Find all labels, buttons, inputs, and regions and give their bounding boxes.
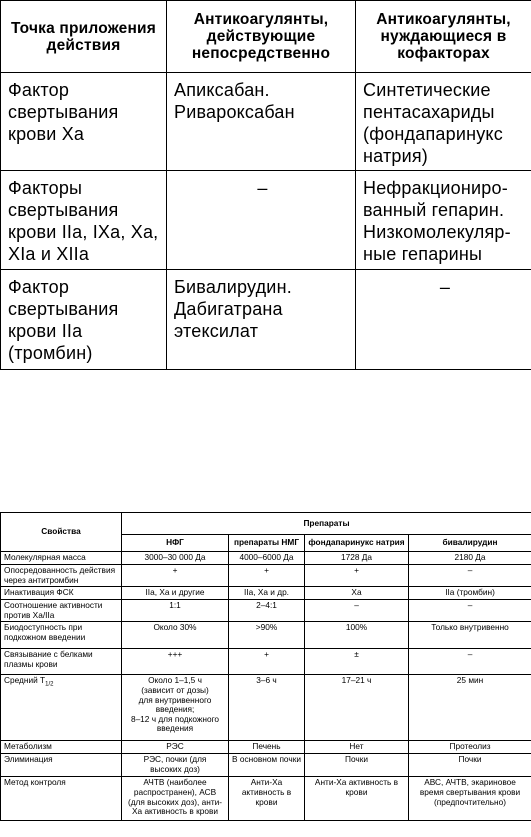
cell-line: введения; [155, 704, 195, 715]
cell-line: Почки [345, 754, 368, 765]
table2-cell: – [409, 600, 531, 622]
header-direct-anticoagulants: Антикоагулянты, действующие непосредственно [167, 1, 356, 73]
cell-line: Факторы [8, 178, 83, 199]
cell-line: плазмы крови [4, 658, 58, 669]
table2-cell [122, 675, 229, 741]
cell-line: свертывания [8, 102, 119, 123]
table2-cell: – [409, 649, 531, 675]
cell-line: – [257, 178, 268, 199]
table1-cofactor-cell [356, 269, 531, 369]
cell-line: Элиминация [4, 754, 53, 765]
table1-row [1, 73, 531, 171]
cell-line: (тромбин) [8, 342, 93, 363]
cell-line: через антитромбин [4, 574, 79, 585]
table2-cell: + [229, 565, 305, 587]
cell-line: пентасахариды [363, 102, 495, 123]
cell-line: Синтетические [363, 80, 491, 101]
cell-line: Метод контроля [4, 777, 66, 788]
cell-line: Биодоступность при [4, 622, 83, 633]
table1-row [1, 171, 531, 269]
table2-cell: + [305, 565, 409, 587]
header-bivalirudin: бивалирудин [409, 535, 531, 552]
table1-direct-cell [167, 171, 356, 269]
cell-line: Апиксабан. [174, 80, 270, 101]
cell-line: (для высоких доз), анти- [127, 796, 223, 807]
cell-line: Связывание с белками [4, 649, 93, 660]
cell-line: Почки [458, 754, 482, 765]
table1-cofactor-cell [356, 73, 531, 171]
cell-line: Опосредованность действия [4, 565, 116, 575]
cell-line: Фактор [8, 80, 70, 101]
table2-cell: +++ [122, 649, 229, 675]
table2-cell [122, 777, 229, 821]
cell-line: (зависит от дозы) [141, 684, 209, 695]
header-cofactor-anticoagulants: Антикоагулянты, нуждающиеся в кофакторах [356, 1, 531, 73]
table2-cell: – [305, 600, 409, 622]
cell-line: ванный гепарин. [363, 200, 505, 221]
table2-row [1, 741, 531, 754]
table2-row [1, 565, 531, 587]
cell-line: Бивалирудин. [174, 276, 292, 297]
header-fondaparinux: фондапаринукс натрия [305, 535, 409, 552]
table2-cell: 3000–30 000 Да [122, 552, 229, 565]
cell-line: крови IIa, IXa, Xa, [8, 222, 159, 243]
header-drugs-group: Препараты [122, 513, 531, 535]
cell-line: Фактор [8, 276, 70, 297]
table2-cell: Xa [305, 587, 409, 600]
table2-cell [229, 754, 305, 777]
table2-row [1, 675, 531, 741]
cell-line: высоких доз) [150, 763, 200, 774]
cell-line: 17–21 ч [341, 675, 372, 686]
table2-cell: 1:1 [122, 600, 229, 622]
half-life-subscript: 1/2 [45, 682, 54, 689]
cell-line: ные гепарины [363, 244, 483, 265]
table2-cell: Печень [229, 741, 305, 754]
cell-line: АЧТВ (наиболее [143, 777, 207, 788]
table1-direct-cell [167, 269, 356, 369]
cell-line: Нефракциониро- [363, 178, 508, 199]
table2-cell [409, 675, 531, 741]
table1-row [1, 269, 531, 369]
cell-line: свертывания [8, 200, 119, 221]
anticoagulant-properties-table [0, 512, 531, 821]
cell-line: 25 мин [456, 675, 484, 686]
cell-line: свертывания [8, 298, 119, 319]
table2-cell [409, 777, 531, 821]
table2-cell: ± [305, 649, 409, 675]
table2-cell: Нет [305, 741, 409, 754]
table2-cell: Протеолиз [409, 741, 531, 754]
cell-line: время свертывания крови [419, 786, 521, 797]
table1-cofactor-cell [356, 171, 531, 269]
table2-cell: + [122, 565, 229, 587]
table2-cell: Около 30% [122, 622, 229, 649]
cell-line: 8–12 ч для подкожного [130, 713, 220, 724]
header-ufh: НФГ [122, 535, 229, 552]
table2-cell [305, 754, 409, 777]
table2-row [1, 777, 531, 821]
table2-cell: 2180 Да [409, 552, 531, 565]
header-properties: Свойства [1, 513, 122, 552]
cell-line: (предпочтительно) [434, 796, 507, 807]
property-label [1, 777, 122, 821]
table1-target-cell [1, 171, 167, 269]
table2-cell [122, 754, 229, 777]
table2-cell: IIa, Xa и др. [229, 587, 305, 600]
cell-line: крови [345, 786, 368, 797]
cell-line: активность в [241, 786, 292, 797]
header-action-point: Точка приложения действия [1, 1, 167, 73]
table2-cell: 1728 Да [305, 552, 409, 565]
table2-cell: РЭС [122, 741, 229, 754]
property-label [1, 675, 122, 741]
property-label [1, 565, 122, 587]
cell-line: В основном почки [232, 754, 301, 765]
cell-line: против Xa/IIa [4, 609, 55, 620]
table2-cell [409, 754, 531, 777]
cell-line: крови IIa [8, 320, 83, 341]
cell-line: распространен), АСВ [133, 786, 217, 797]
table2-row [1, 552, 531, 565]
table2-row [1, 649, 531, 675]
property-label [1, 649, 122, 675]
table2-group-header-row [1, 513, 531, 535]
cell-line: этексилат [174, 320, 259, 341]
cell-line: – [439, 276, 451, 297]
anticoagulant-classification-table [0, 0, 531, 370]
table2-cell [229, 777, 305, 821]
cell-line: Соотношение активности [4, 600, 103, 611]
table2-cell: Только внутривенно [409, 622, 531, 649]
cell-line: Ривароксабан [174, 102, 295, 123]
cell-line: Около 1–1,5 ч [148, 675, 202, 686]
table2-cell [305, 777, 409, 821]
table2-row [1, 754, 531, 777]
property-label [1, 754, 122, 777]
cell-line: крови [255, 796, 278, 807]
cell-line: Метаболизм [4, 741, 52, 752]
property-label [1, 622, 122, 649]
table2-cell: IIa, Xa и другие [122, 587, 229, 600]
table1-target-cell [1, 73, 167, 171]
table1-direct-cell [167, 73, 356, 171]
table1-header-row [1, 1, 531, 73]
cell-line: (фондапаринукс [363, 124, 503, 145]
cell-line: крови Xa [8, 124, 85, 145]
header-lmwh: препараты НМГ [229, 535, 305, 552]
table2-cell: 4000–6000 Да [229, 552, 305, 565]
table2-cell: 2–4:1 [229, 600, 305, 622]
table2-cell: 100% [305, 622, 409, 649]
cell-line: для внутривенного [138, 694, 212, 705]
cell-line: натрия) [363, 146, 429, 167]
cell-line: Инактивация ФСК [4, 587, 74, 598]
cell-line: АВС, АЧТВ, экариновое [424, 777, 516, 788]
cell-line: Анти-Xa активность в [314, 777, 399, 788]
cell-line: РЭС, почки (для [143, 754, 207, 765]
property-label [1, 600, 122, 622]
cell-line: Анти-Xa [250, 777, 283, 788]
property-label [1, 741, 122, 754]
property-label [1, 552, 122, 565]
cell-line: Низкомолекуляр- [363, 222, 511, 243]
cell-line: XIa и XIIa [8, 244, 90, 265]
table2-cell: – [409, 565, 531, 587]
table2-cell [305, 675, 409, 741]
cell-line: 3–6 ч [256, 675, 277, 686]
cell-line: подкожном введении [4, 631, 86, 642]
property-label [1, 587, 122, 600]
cell-line: введения [156, 723, 194, 734]
cell-line: Xa активность в крови [131, 806, 219, 817]
table2-cell: >90% [229, 622, 305, 649]
table2-row [1, 600, 531, 622]
table2-cell [229, 675, 305, 741]
half-life-label: Средний T [4, 675, 46, 686]
table2-cell: + [229, 649, 305, 675]
table2-row [1, 622, 531, 649]
table2-cell: IIa (тромбин) [409, 587, 531, 600]
table2-row [1, 587, 531, 600]
cell-line: Дабигатрана [174, 298, 283, 319]
table1-target-cell [1, 269, 167, 369]
cell-line: Молекулярная масса [4, 552, 86, 562]
